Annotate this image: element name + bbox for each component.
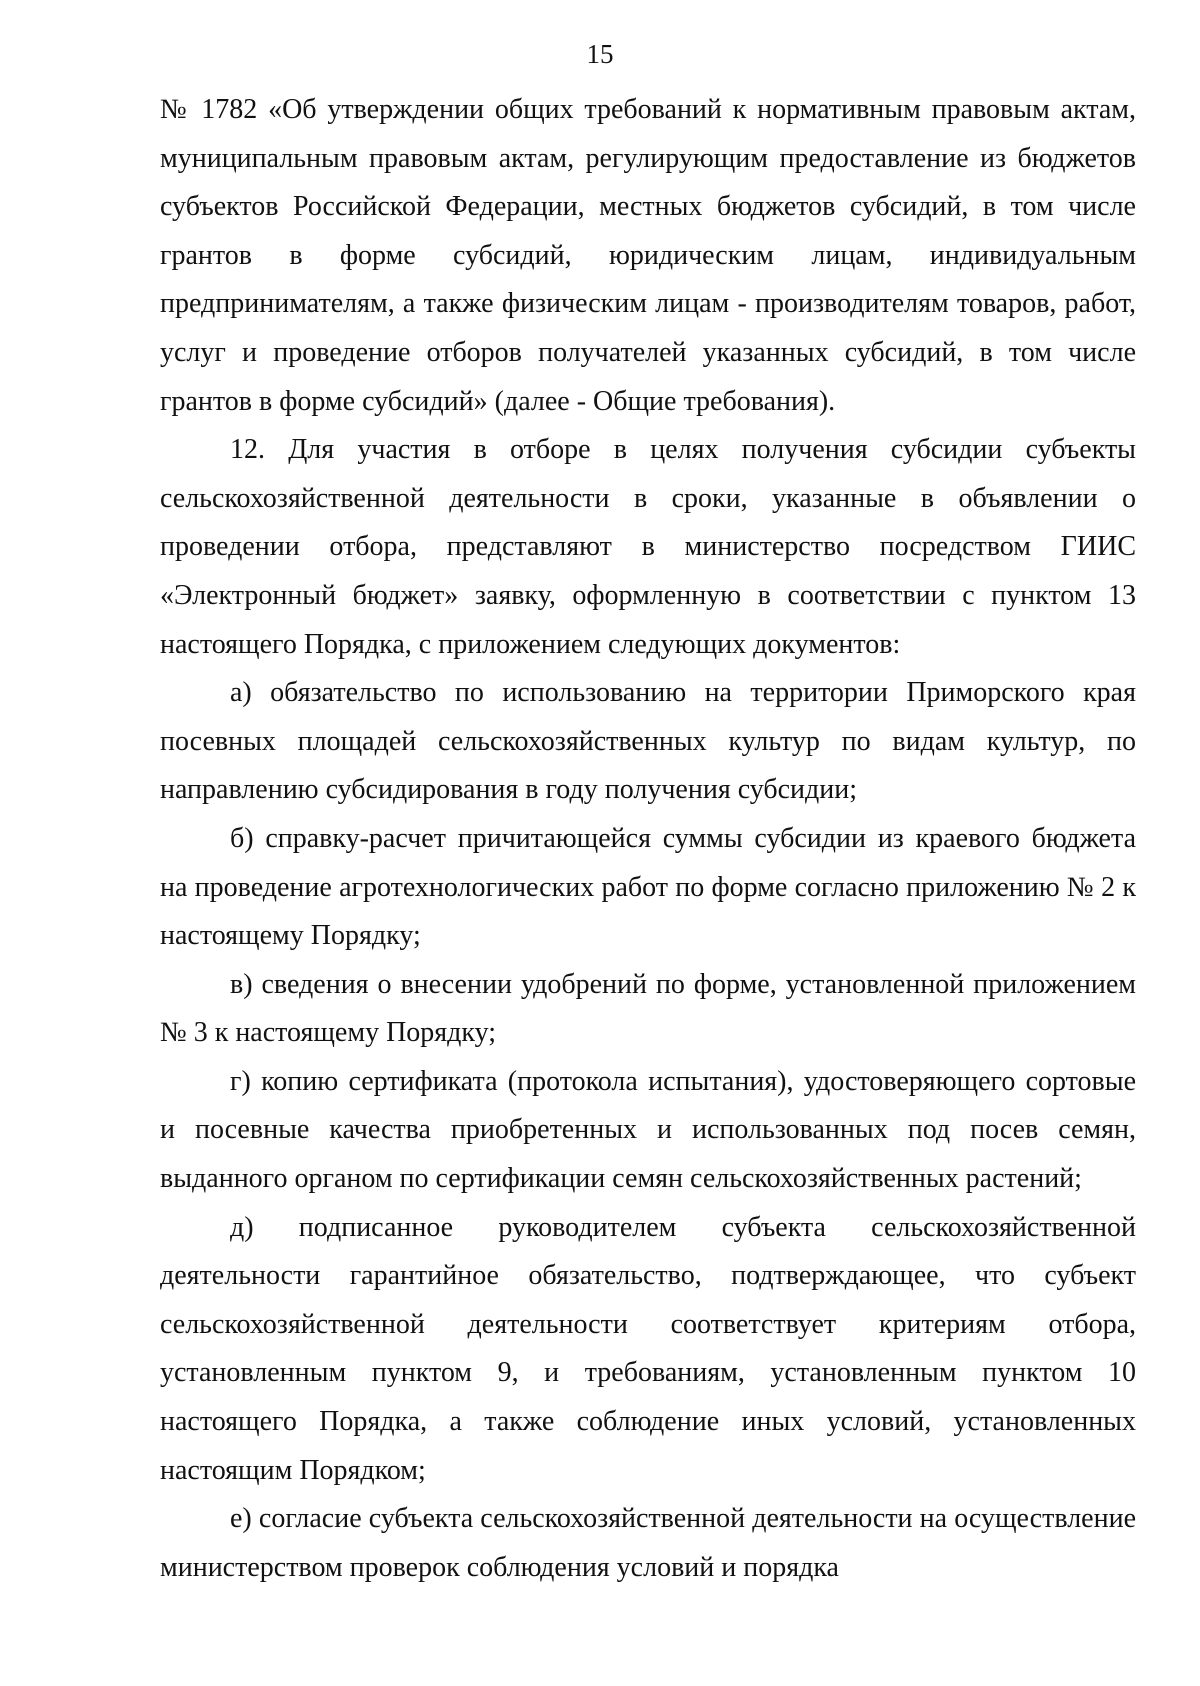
subitem-e: е) согласие субъекта сельскохозяйственной деятельности на осуществление министерством проверок соблюдения условий и порядка [160, 1503, 1136, 1583]
subitem-d: д) подписанное руководителем субъекта сельскохозяйственной деятельности гарантийное обязательство, подтверждающее, что субъект сельскохозяйственной деятельности соответствует критериям отбора, установленным пунктом 9, и требованиям, установленным пунктом 10 настоящего Порядка, а также соблюдение иных условий, установленных настоящим Порядком; [160, 1211, 1136, 1486]
subitem-v: в) сведения о внесении удобрений по форме, установленной приложением № 3 к настоящему Порядку; [160, 968, 1136, 1049]
subitem-a: а) обязательство по использованию на территории Приморского края посевных площадей сельскохозяйственных культур по видам культур, по направлению субсидирования в году получения субсидии; [160, 677, 1136, 806]
subitem-b: б) справку-расчет причитающейся суммы субсидии из краевого бюджета на проведение агротехнологических работ по форме согласно приложению № 2 к настоящему Порядку; [160, 822, 1136, 952]
document-body [160, 86, 1136, 1592]
paragraph-continuation: № 1782 «Об утверждении общих требований к нормативным правовым актам, муниципальным правовым актам, регулирующим предоставление из бюджетов субъектов Российской Федерации, местных бюджетов субсидий, в том числе грантов в форме субсидий, юридическим лицам, индивидуальным предпринимателям, а также физическим лицам - производителям товаров, работ, услуг и проведение отборов получателей указанных субсидий, в том числе грантов в форме субсидий» (далее - Общие требования). [160, 94, 1136, 417]
page-number: 15 [586, 39, 614, 69]
subitem-g: г) копию сертификата (протокола испытания), удостоверяющего сортовые и посевные качества приобретенных и использованных под посев семян, выданного органом по сертификации семян сельскохозяйственных растений; [160, 1065, 1136, 1195]
paragraph-item-12: 12. Для участия в отборе в целях получения субсидии субъекты сельскохозяйственной деятельности в сроки, указанные в объявлении о проведении отбора, представляют в министерство посредством ГИИС «Электронный бюджет» заявку, оформленную в соответствии с пунктом 13 настоящего Порядка, с приложением следующих документов: [160, 434, 1136, 660]
